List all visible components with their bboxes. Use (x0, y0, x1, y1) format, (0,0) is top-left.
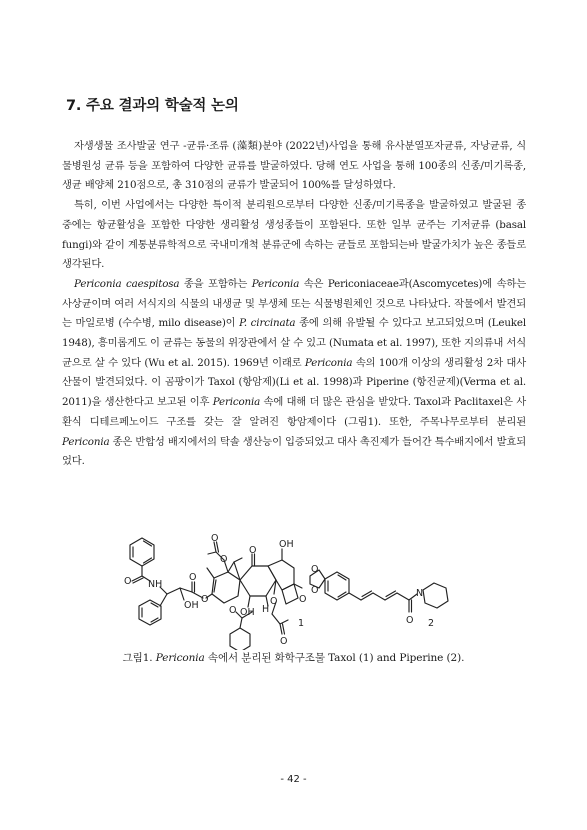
nitrogen-label: N (416, 588, 424, 599)
oxygen-label: O (311, 585, 319, 596)
oxygen-label: O (270, 596, 278, 607)
taxol-benzoate-ring (230, 628, 250, 650)
chemical-structures-figure (112, 532, 472, 650)
oxygen-label: O (189, 572, 197, 583)
piperidine-ring (423, 583, 448, 608)
body-text (62, 137, 526, 472)
hydroxyl-label: OH (240, 607, 255, 618)
italic-term: P. circinata (239, 317, 296, 330)
oxygen-label: O (280, 636, 288, 647)
oxygen-label: O (229, 605, 237, 616)
oxygen-label: O (311, 564, 319, 575)
section-heading: 7. 주요 결과의 학술적 논의 (66, 98, 239, 114)
oxygen-label: O (406, 615, 414, 626)
paragraph-3: Periconia caespitosa 종을 포함하는 Periconia 속은 Periconiaceae과(Ascomycetes)에 속하는 사상균이며 여러 서식지의 식물의 내생균 및 부생체 또는 식물병원체인 것으로 나타났다. 작물에서 발견되는 마일로병 (수수병, milo disease)이 P. circinata 종에 의해 유발될 수 있다고 보고되었으며 (Leukel 1948), 흥미롭게도 이 균류는 동물의 위장관에서 살 수 있고 (Numata et al. 1997), 또한 지의류내 서식균으로 살 수 있다 (Wu et al. 2015). 1969년 이래로 Periconia 속의 100개 이상의 생리활성 2차 대사산물이 발견되었다. 이 곰팡이가 Taxol (항암제)(Li et al. 1998)과 Piperine (항진균제)(Verma et al. 2011)을 생산한다고 보고된 이후 Periconia 속에 대해 더 많은 관심을 받았다. Taxol과 Paclitaxel은 사환식 디테르페노이드 구조를 갖는 잘 알려진 항암제이다 (그림1). 또한, 주목나무로부터 분리된 Periconia 종은 반합성 배지에서의 탁솔 생산능이 입증되었고 대사 촉진제가 들어간 특수배지에서 발효되었다. (62, 277, 526, 468)
hydrogen-label: H (262, 604, 270, 615)
figure-caption: 그림1. Periconia 속에서 분리된 화학구조물 Taxol (1) and Piperine (2). (122, 652, 465, 664)
taxol-top-phenyl-ring (130, 538, 154, 566)
italic-term: Periconia (212, 396, 261, 409)
oxygen-label: O (201, 594, 209, 605)
paragraph-2: 특히, 이번 사업에서는 다양한 특이적 분리원으로부터 다양한 신종/미기록종을 발굴하였고 발굴된 종 중에는 항균활성을 포함한 다양한 생리활성 생성종들이 포함된다. 또한 일부 균주는 기저균류 (basal fungi)와 같이 계통분류학적으로 국내미개척 분류군에 속하는 균들로 포함되는바 발굴가치가 높은 종들로 생각된다. (62, 199, 526, 271)
compound-2-label: 2 (428, 618, 435, 629)
taxol-oxetane-ring (282, 584, 298, 604)
hydroxyl-label: OH (279, 539, 294, 550)
hydroxyl-label: OH (184, 600, 199, 611)
piperine-benzene-ring (325, 572, 349, 600)
nh-label: NH (148, 579, 163, 590)
italic-term: Periconia (304, 356, 353, 369)
oxygen-label: O (249, 545, 257, 556)
italic-term: Periconia (62, 435, 110, 448)
paragraph-1: 자생생물 조사발굴 연구 -균류·조류 (藻類)분야 (2022년)사업을 통해 유사분열포자균류, 자낭균류, 식물병원성 균류 등을 포함하여 다양한 균류를 발굴하였다. 당해 연도 사업을 통해 100종의 신종/미기록종, 생균 배양체 210점으로, 총 310점의 균류가 발굴되어 100%를 달성하였다. (62, 140, 526, 192)
oxygen-label: O (299, 594, 307, 605)
italic-term: Periconia (155, 652, 205, 664)
oxygen-label: O (211, 533, 219, 544)
oxygen-label: O (124, 576, 132, 587)
italic-term: Periconia caespitosa (74, 277, 180, 290)
oxygen-label: O (220, 554, 228, 565)
italic-term: Periconia (251, 277, 300, 290)
taxol-ring-a (212, 572, 240, 603)
page-number: - 42 - (280, 774, 307, 785)
compound-1-label: 1 (298, 618, 305, 629)
